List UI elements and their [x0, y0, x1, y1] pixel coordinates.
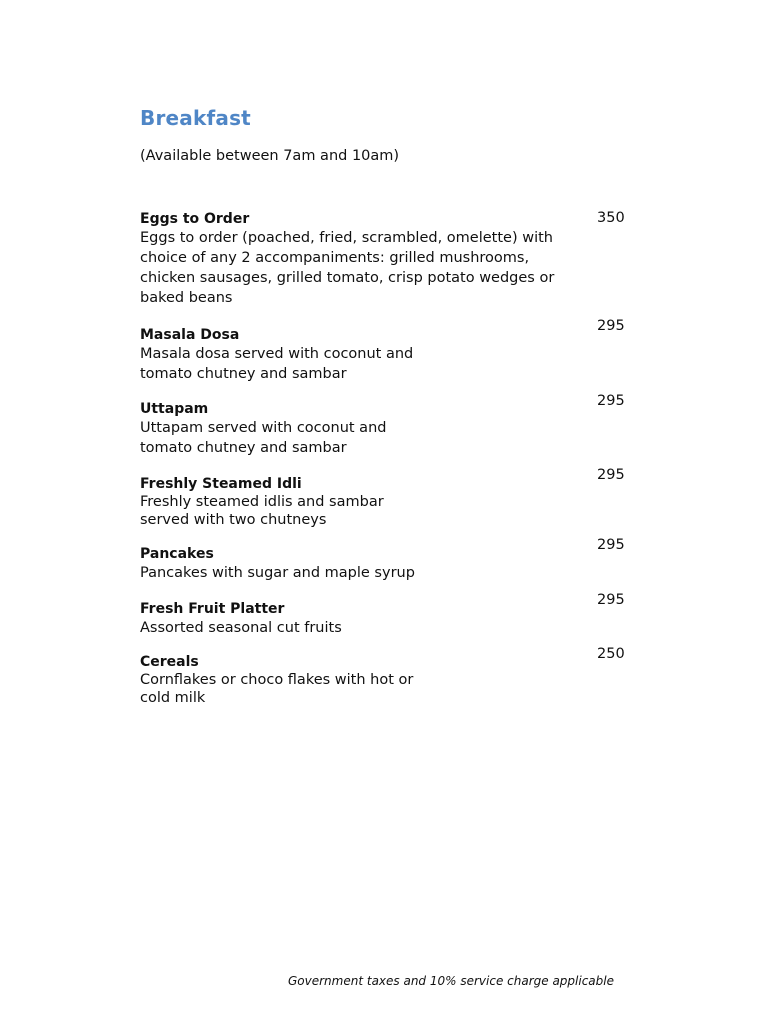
item-description: Cornflakes or choco flakes with hot or cold milk [140, 672, 414, 706]
menu-item-masala-dosa [140, 326, 610, 384]
availability-note: (Available between 7am and 10am) [140, 148, 400, 164]
menu-item-fresh-fruit-platter [140, 600, 610, 638]
item-name: Cereals [140, 654, 199, 670]
item-description: Uttapam served with coconut and tomato chutney and sambar [140, 420, 387, 456]
item-price-fresh-fruit-platter: 295 [597, 592, 625, 608]
item-name: Pancakes [140, 546, 214, 562]
item-price-freshly-steamed-idli: 295 [597, 467, 625, 483]
item-name: Eggs to Order [140, 211, 250, 227]
menu-item-freshly-steamed-idli [140, 475, 610, 529]
item-name: Fresh Fruit Platter [140, 601, 285, 617]
item-price-pancakes: 295 [597, 537, 625, 553]
item-price-cereals: 250 [597, 646, 625, 662]
item-price-eggs-to-order: 350 [597, 210, 625, 226]
item-name: Uttapam [140, 401, 209, 417]
tax-footnote: Government taxes and 10% service charge applicable [288, 974, 614, 988]
menu-item-eggs-to-order [140, 210, 610, 308]
menu-item-pancakes [140, 545, 610, 583]
item-price-masala-dosa: 295 [597, 318, 625, 334]
item-description: Pancakes with sugar and maple syrup [140, 565, 415, 581]
item-price-uttapam: 295 [597, 393, 625, 409]
item-name: Masala Dosa [140, 327, 240, 343]
menu-item-cereals [140, 653, 610, 707]
item-description: Assorted seasonal cut fruits [140, 620, 342, 636]
item-description: Freshly steamed idlis and sambar served with two chutneys [140, 494, 384, 528]
item-description: Eggs to order (poached, fried, scrambled, omelette) with choice of any 2 accompaniments: grilled mushrooms, chicken sausages, grilled tomato, crisp potato wedges or baked beans [140, 230, 555, 306]
item-description: Masala dosa served with coconut and tomato chutney and sambar [140, 346, 414, 382]
menu-title: Breakfast [140, 106, 251, 130]
menu-item-uttapam [140, 400, 610, 458]
item-name: Freshly Steamed Idli [140, 476, 302, 492]
